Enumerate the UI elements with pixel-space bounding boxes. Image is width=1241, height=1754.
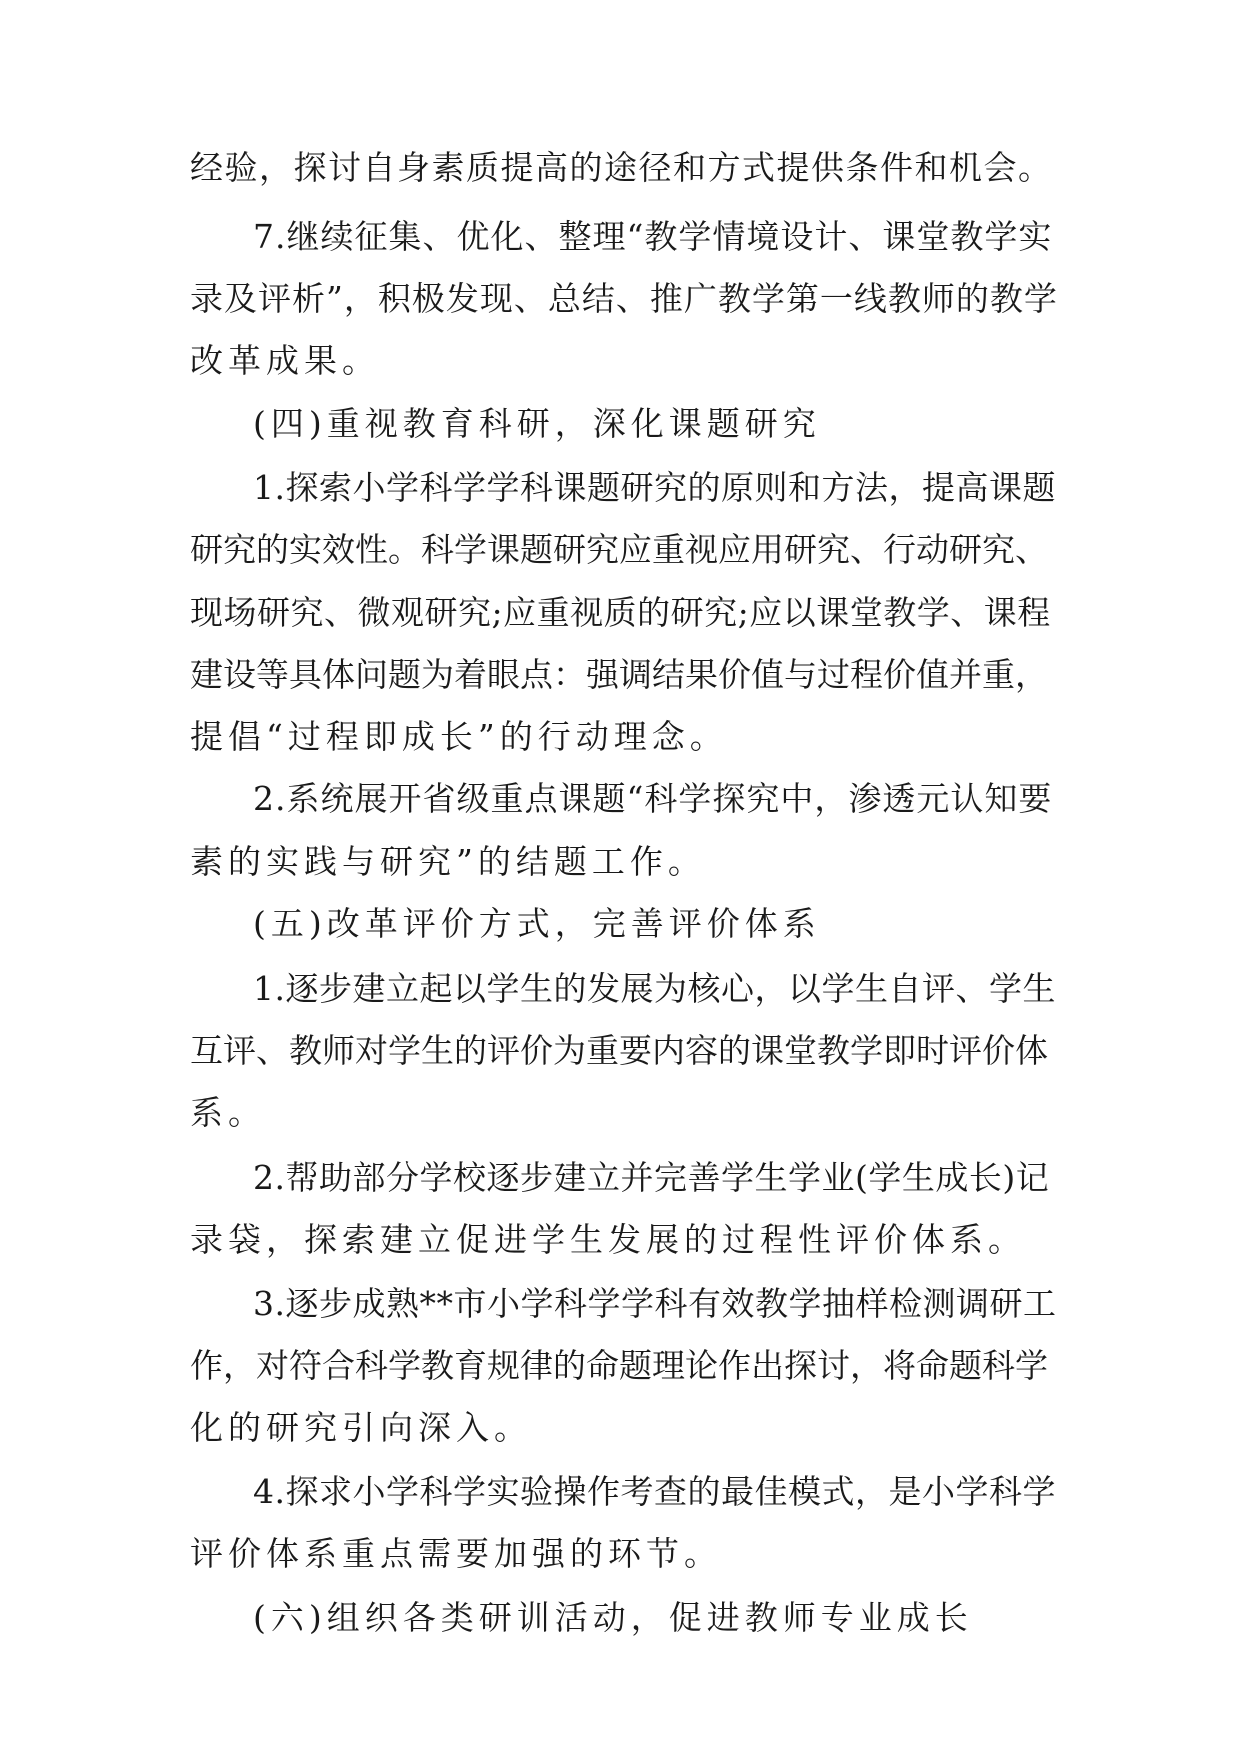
text-line: 经验，探讨自身素质提高的途径和方式提供条件和机会。 (190, 148, 1053, 187)
text-line: 2.系统展开省级重点课题“科学探究中，渗透元认知要 (253, 779, 1053, 818)
text-line: 系。 (190, 1093, 266, 1132)
section-heading: (四)重视教育科研，深化课题研究 (253, 404, 821, 443)
text-line: 录及评析”，积极发现、总结、推广教学第一线教师的教学 (190, 279, 1058, 318)
text-line: 提倡“过程即成长”的行动理念。 (190, 717, 728, 756)
text-line: 作，对符合科学教育规律的命题理论作出探讨，将命题科学 (190, 1346, 1048, 1385)
text-line: 研究的实效性。科学课题研究应重视应用研究、行动研究、 (190, 530, 1048, 569)
text-line: 建设等具体问题为着眼点：强调结果价值与过程价值并重， (190, 655, 1048, 694)
text-line: 4.探求小学科学实验操作考查的最佳模式，是小学科学 (253, 1472, 1056, 1511)
text-line: 互评、教师对学生的评价为重要内容的课堂教学即时评价体 (190, 1031, 1048, 1070)
text-line: 7.继续征集、优化、整理“教学情境设计、课堂教学实 (253, 217, 1053, 256)
text-line: 化的研究引向深入。 (190, 1408, 532, 1447)
text-line: 改革成果。 (190, 341, 380, 380)
text-line: 评价体系重点需要加强的环节。 (190, 1534, 722, 1573)
text-line: 2.帮助部分学校逐步建立并完善学生学业(学生成长)记 (253, 1158, 1050, 1197)
text-line: 1.逐步建立起以学生的发展为核心，以学生自评、学生 (253, 969, 1056, 1008)
section-heading: (六)组织各类研训活动，促进教师专业成长 (253, 1598, 973, 1637)
text-line: 素的实践与研究”的结题工作。 (190, 842, 706, 881)
text-line: 录袋，探索建立促进学生发展的过程性评价体系。 (190, 1220, 1026, 1259)
text-line: 现场研究、微观研究;应重视质的研究;应以课堂教学、课程 (190, 593, 1051, 632)
section-heading: (五)改革评价方式，完善评价体系 (253, 904, 821, 943)
text-line: 3.逐步成熟**市小学科学学科有效教学抽样检测调研工 (253, 1284, 1057, 1323)
text-line: 1.探索小学科学学科课题研究的原则和方法，提高课题 (253, 468, 1056, 507)
